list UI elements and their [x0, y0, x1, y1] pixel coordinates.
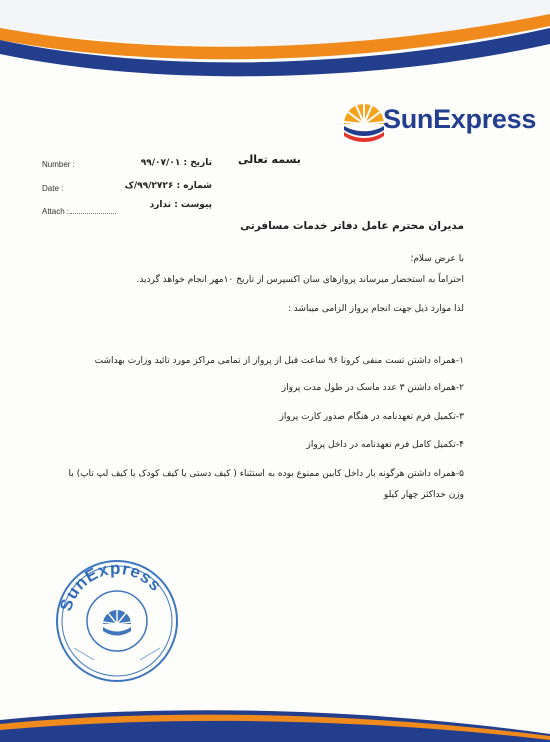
- date-label: Date :: [42, 184, 64, 193]
- header-swoosh: [0, 0, 550, 110]
- letter-reference-number: شماره : ۹۹/۲۷۲۶/ک: [124, 181, 212, 191]
- list-item: ۴-تکمیل کامل فرم تعهدنامه در داخل پرواز: [306, 440, 464, 450]
- list-item: ۵-همراه داشتن هرگونه بار داخل کابین ممنوع بوده به استثناء ( کیف دستی یا کیف کودک یا کیف لپ تاپ) با: [68, 469, 464, 479]
- svg-text:SunExpress: SunExpress: [56, 558, 166, 614]
- company-stamp-icon: [52, 556, 182, 686]
- attach-label: Attach :: [42, 207, 70, 216]
- attach-dotted-line: [70, 213, 116, 214]
- letter-date: تاریخ : ۹۹/۰۷/۰۱: [140, 158, 212, 168]
- footer-swoosh: [0, 690, 550, 742]
- letter-header-bismillah: بسمه تعالی: [238, 153, 301, 166]
- salutation: با عرض سلام؛: [410, 254, 464, 264]
- list-item: ۱-همراه داشتن تست منفی کرونا ۹۶ ساعت قبل از پرواز از تمامی مراکز مورد تائید وزارت بهداشت: [94, 356, 464, 366]
- intro-paragraph: احتراماً به استحضار میرساند پروازهای سان اکسپرس از تاریخ ۱۰مهر انجام خواهد گردید.: [136, 275, 464, 285]
- brand-name: SunExpress: [383, 104, 537, 134]
- letter-attachments: پیوست : ندارد: [149, 200, 212, 210]
- list-item: ۳-تکمیل فرم تعهدنامه در هنگام صدور کارت پرواز: [279, 412, 464, 422]
- list-item: ۲-همراه داشتن ۳ عدد ماسک در طول مدت پرواز: [281, 383, 464, 393]
- number-label: Number :: [42, 160, 75, 169]
- addressee: مدیران محترم عامل دفاتر خدمات مسافرتی: [240, 220, 464, 232]
- requirements-heading: لذا موارد ذیل جهت انجام پرواز الزامی میباشد :: [287, 304, 464, 314]
- list-item-continuation: وزن حداکثر چهار کیلو: [383, 490, 464, 500]
